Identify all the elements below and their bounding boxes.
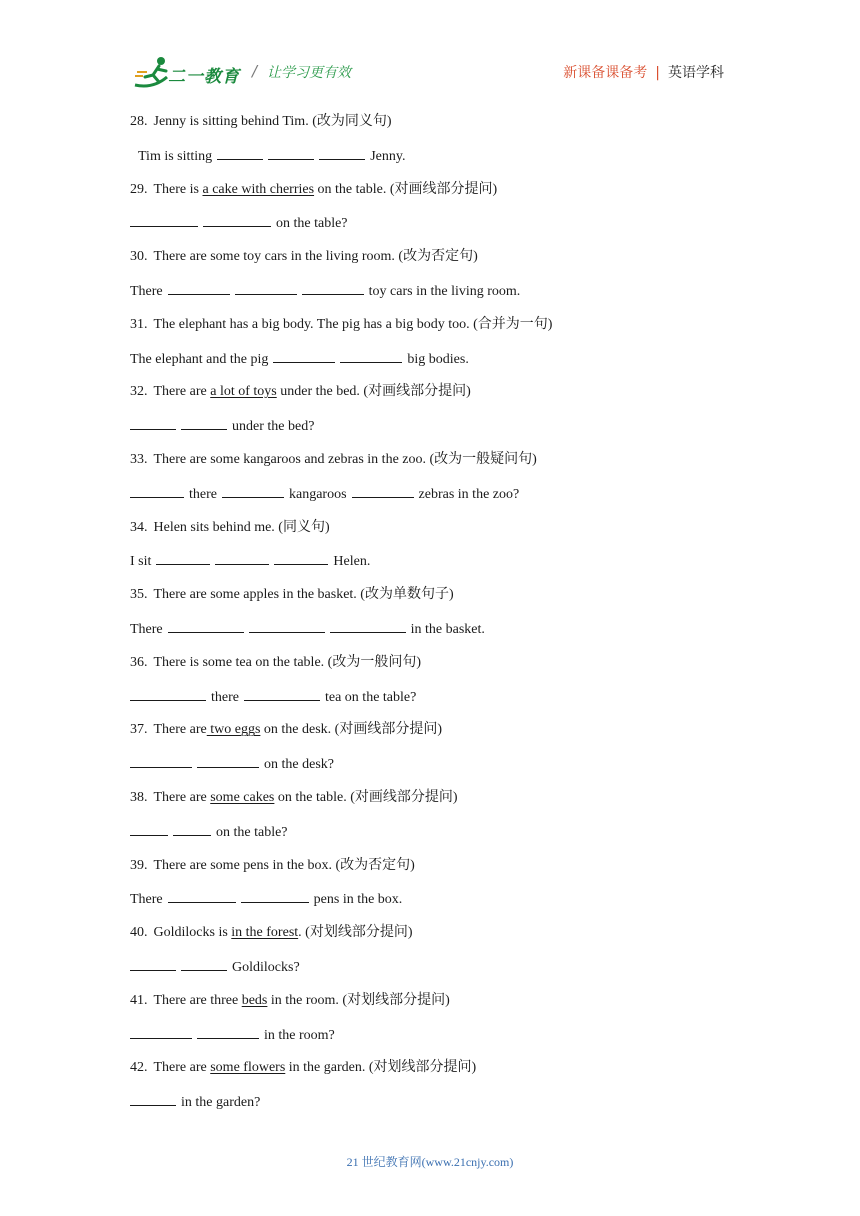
question-line [130,110,730,144]
answer-blank[interactable] [181,955,227,971]
question-number: 38. [130,789,148,805]
answer-line [130,1023,730,1057]
answer-blank[interactable] [168,617,244,633]
answer-blank[interactable] [130,820,168,836]
question-number: 40. [130,925,148,941]
question-line [130,448,730,482]
answer-text: on the desk? [264,757,334,773]
answer-blank[interactable] [181,414,227,430]
answer-line [130,347,730,381]
question-text: There are some apples in the basket. (改为单数句子) [153,587,454,603]
question-text: There is [153,181,203,197]
page-header [0,0,860,100]
answer-text: The elephant and the pig [130,351,269,367]
question-text: in the room. (对划线部分提问) [267,992,450,1008]
question-line [130,380,730,414]
answer-line [130,279,730,313]
underlined-phrase: beds [241,992,268,1008]
answer-blank[interactable] [244,685,320,701]
answer-blank[interactable] [352,482,414,498]
answer-line [130,144,730,178]
answer-text: on the table? [216,824,288,840]
answer-text: zebras in the zoo? [418,486,520,502]
answer-line [130,617,730,651]
answer-blank[interactable] [319,144,365,160]
underlined-phrase: some cakes [210,789,275,805]
answer-blank[interactable] [215,549,269,565]
answer-text: pens in the box. [313,892,403,908]
slogan: 让学习更有效 [267,65,351,81]
answer-line [130,482,730,516]
question-text: There are [153,722,207,738]
answer-blank[interactable] [235,279,297,295]
question-text: There are [153,1060,211,1076]
question-text: Jenny is sitting behind Tim. (改为同义句) [153,114,392,129]
question-text: There are some kangaroos and zebras in the zoo. (改为一般疑问句) [153,451,537,467]
header-tag-course: 新课备课备考 [563,65,648,81]
question-line [130,921,730,955]
answer-blank[interactable] [130,955,176,971]
question-text: on the table. (对画线部分提问) [274,789,458,805]
answer-blank[interactable] [173,820,211,836]
question-line [130,245,730,279]
answer-text: There [130,621,163,637]
logo-text: 二一教育 [168,67,240,87]
answer-line [130,549,730,583]
answer-text: There [130,892,163,908]
question-number: 34. [130,519,148,535]
answer-text: in the basket. [410,621,485,637]
answer-text: kangaroos [288,486,347,502]
answer-blank[interactable] [302,279,364,295]
answer-line [130,752,730,786]
header-tags [563,62,724,82]
question-line [130,516,730,550]
answer-line [130,820,730,854]
question-number: 28. [130,114,148,129]
question-number: 39. [130,857,148,873]
answer-blank[interactable] [249,617,325,633]
underlined-phrase: two eggs [206,722,261,738]
answer-blank[interactable] [130,685,206,701]
answer-text: there [211,689,239,705]
question-number: 35. [130,587,148,603]
answer-text: Tim is sitting [138,148,213,164]
underlined-phrase: a lot of toys [210,384,277,400]
question-text: on the table. (对画线部分提问) [314,181,498,197]
slogan-separator: / [252,62,258,80]
answer-text: under the bed? [232,419,315,435]
question-text: There are some pens in the box. (改为否定句) [153,857,415,873]
answer-blank[interactable] [130,482,184,498]
answer-text: Helen. [333,554,371,570]
question-text: . (对划线部分提问) [298,925,413,941]
answer-blank[interactable] [273,347,335,363]
question-text: Goldilocks is [153,925,232,941]
question-number: 41. [130,992,148,1008]
answer-blank[interactable] [217,144,263,160]
answer-text: in the garden? [181,1095,261,1111]
question-line [130,178,730,212]
answer-blank[interactable] [130,1023,192,1039]
answer-text: Goldilocks? [232,959,300,975]
answer-line [130,955,730,989]
answer-text: tea on the table? [324,689,417,705]
question-text: There are [153,384,211,400]
question-text: There are [153,789,211,805]
answer-blank[interactable] [268,144,314,160]
answer-blank[interactable] [130,211,198,227]
answer-blank[interactable] [168,279,230,295]
answer-blank[interactable] [197,752,259,768]
question-line [130,989,730,1023]
underlined-phrase: a cake with cherries [202,181,315,197]
underlined-phrase: some flowers [210,1060,286,1076]
answer-text: Jenny. [370,148,406,164]
answer-blank[interactable] [274,549,328,565]
question-text: Helen sits behind me. (同义句) [153,519,330,535]
question-text: under the bed. (对画线部分提问) [276,384,471,400]
answer-blank[interactable] [340,347,402,363]
answer-text: there [189,486,217,502]
answer-text: on the table? [276,216,348,232]
page-footer: 21 世纪教育网(www.21cnjy.com) [346,1155,514,1169]
question-number: 32. [130,384,148,400]
question-line [130,583,730,617]
answer-blank[interactable] [197,1023,259,1039]
answer-text: in the room? [264,1027,335,1043]
question-number: 31. [130,316,148,332]
question-line [130,718,730,752]
answer-blank[interactable] [168,887,236,903]
question-line [130,313,730,347]
question-number: 37. [130,722,148,738]
underlined-phrase: in the forest [231,925,299,941]
answer-blank[interactable] [130,1090,176,1106]
answer-line [130,1090,730,1124]
answer-blank[interactable] [130,752,192,768]
question-text: There are three [153,992,242,1008]
answer-line [130,211,730,245]
answer-blank[interactable] [222,482,284,498]
question-text: There is some tea on the table. (改为一般问句) [153,654,421,670]
question-text: on the desk. (对画线部分提问) [260,722,442,738]
answer-text: toy cars in the living room. [368,283,521,299]
header-tag-subject: 英语学科 [668,65,724,81]
question-number: 33. [130,451,148,467]
answer-text: big bodies. [407,351,469,367]
header-tag-separator: | [655,65,660,81]
question-text: in the garden. (对划线部分提问) [285,1060,477,1076]
question-list [130,110,730,1124]
question-text: There are some toy cars in the living room. (改为否定句) [153,249,478,265]
question-line [130,651,730,685]
question-number: 30. [130,249,148,265]
question-number: 36. [130,654,148,670]
question-text: The elephant has a big body. The pig has a big body too. (合并为一句) [153,316,553,332]
answer-text: There [130,283,163,299]
answer-text: I sit [130,554,152,570]
question-number: 29. [130,181,148,197]
question-line [130,1056,730,1090]
answer-blank[interactable] [241,887,309,903]
answer-line [130,414,730,448]
answer-blank[interactable] [203,211,271,227]
answer-blank[interactable] [156,549,210,565]
answer-line [130,887,730,921]
question-line [130,854,730,888]
answer-blank[interactable] [330,617,406,633]
question-number: 42. [130,1060,148,1076]
question-line [130,786,730,820]
answer-line [130,685,730,719]
answer-blank[interactable] [130,414,176,430]
